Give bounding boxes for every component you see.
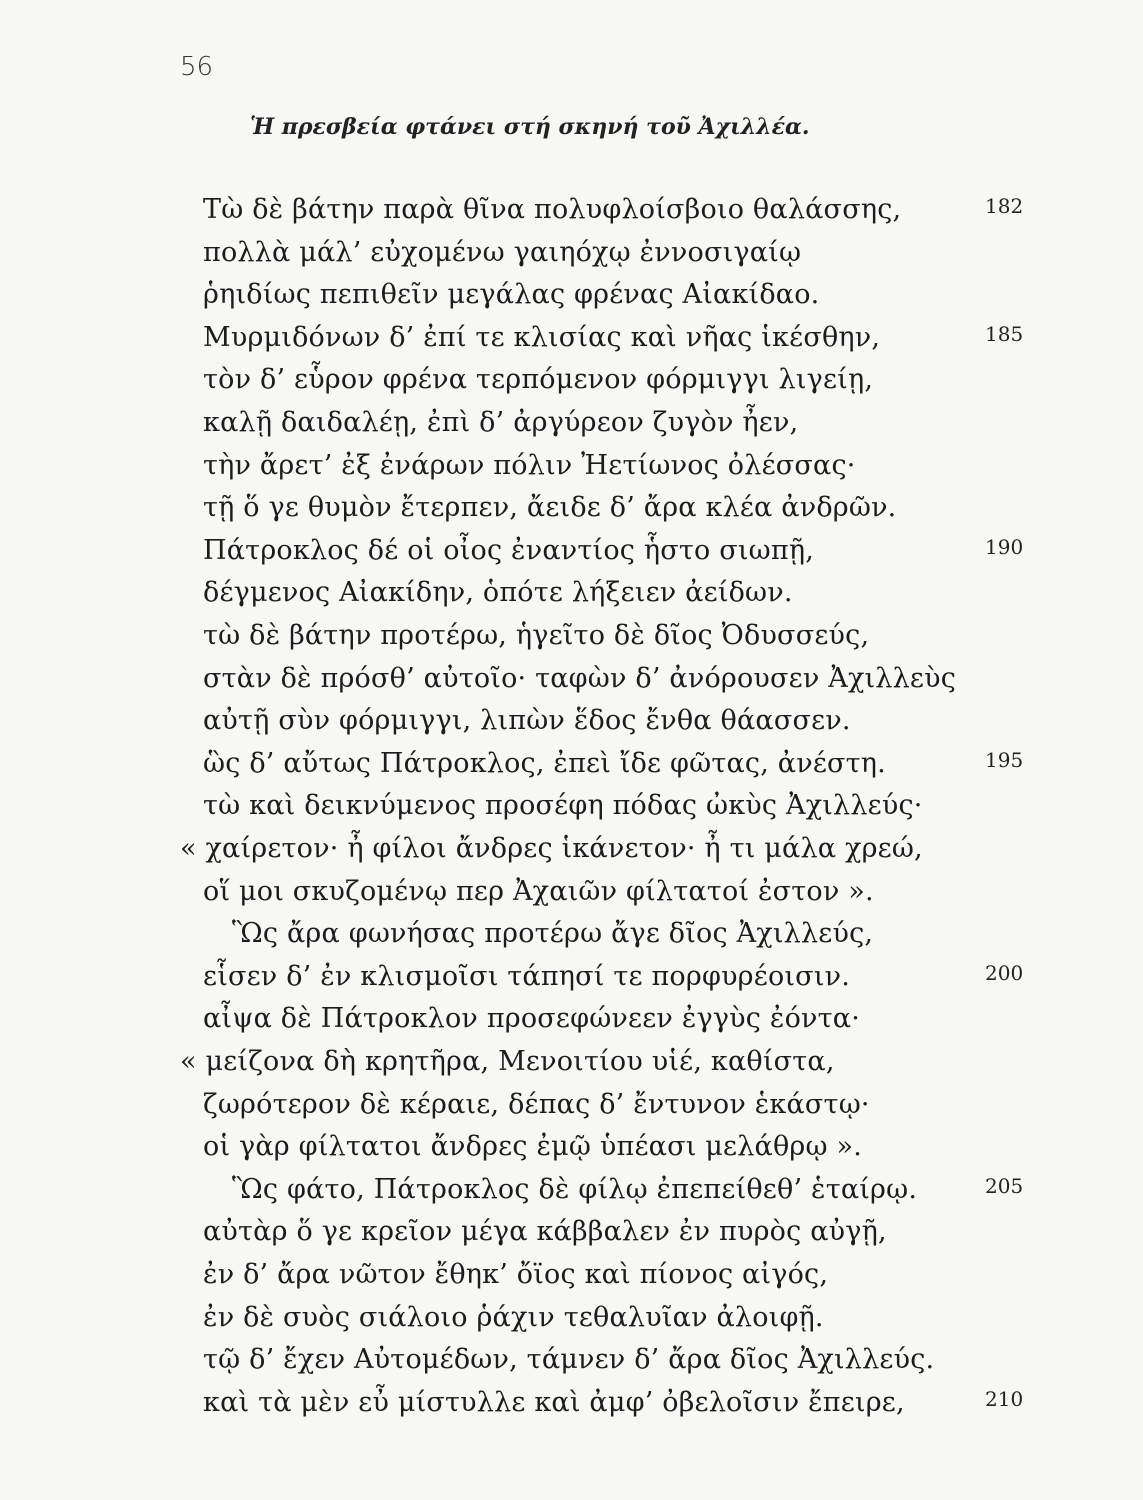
verse-text: τὼ δὲ βάτην προτέρω, ἡγεῖτο δὲ δῖος Ὀδυσσεύς, <box>203 620 870 651</box>
verse-text: Πάτροκλος δέ οἱ οἶος ἐναντίος ἧστο σιωπῇ, <box>203 534 814 566</box>
verse-text: καὶ τὰ μὲν εὖ μίστυλλε καὶ ἀμφ’ ὀβελοῖσιν ἔπειρε, <box>203 1386 905 1418</box>
verse-line <box>0 318 1143 362</box>
verse-text: αὐτὰρ ὅ γε κρεῖον μέγα κάββαλεν ἐν πυρὸς αὐγῇ, <box>203 1216 887 1248</box>
verse-line <box>0 701 1143 745</box>
verse-line <box>0 914 1143 958</box>
verse-line <box>0 446 1143 490</box>
verse-text: ῥηιδίως πεπιθεῖν μεγάλας φρένας Αἰακίδαο. <box>203 279 820 311</box>
section-heading: Ἡ πρεσβεία φτάνει στή σκηνή τοῦ Ἀχιλλέα. <box>250 114 810 140</box>
verse-line <box>0 488 1143 532</box>
verse-line <box>0 1170 1143 1214</box>
verse-text: « χαίρετον· ἦ φίλοι ἄνδρες ἱκάνετον· ἦ τι μάλα χρεώ, <box>180 833 923 864</box>
verse-text: αὐτῇ σὺν φόρμιγγι, λιπὼν ἕδος ἔνθα θάασσεν. <box>203 705 851 737</box>
line-number: 190 <box>985 534 1024 559</box>
verse-text: τὸν δ’ εὗρον φρένα τερπόμενον φόρμιγγι λιγείῃ, <box>203 364 874 396</box>
verse-line <box>0 957 1143 1001</box>
verse-text: αἶψα δὲ Πάτροκλον προσεφώνεεν ἐγγὺς ἐόντα· <box>203 1003 861 1035</box>
verse-line <box>0 872 1143 916</box>
line-number: 205 <box>985 1173 1024 1198</box>
verse-text: στὰν δὲ πρόσθ’ αὐτοῖο· ταφὼν δ’ ἀνόρουσεν Ἀχιλλεὺς <box>203 662 957 694</box>
verse-line <box>0 1340 1143 1384</box>
verse-line <box>0 1212 1143 1256</box>
verse-text: τὼ καὶ δεικνύμενος προσέφη πόδας ὠκὺς Ἀχιλλεύς· <box>203 790 923 822</box>
line-number: 200 <box>985 960 1024 985</box>
verse-line <box>0 403 1143 447</box>
verse-line <box>0 190 1143 234</box>
verse-text: δέγμενος Αἰακίδην, ὁπότε λήξειεν ἀείδων. <box>203 577 793 609</box>
verse-line <box>0 786 1143 830</box>
verse-text: ἐν δ’ ἄρα νῶτον ἔθηκ’ ὄϊος καὶ πίονος αἰγός, <box>203 1259 829 1290</box>
verse-text: « μείζονα δὴ κρητῆρα, Μενοιτίου υἱέ, καθίστα, <box>180 1046 835 1077</box>
verse-text: τῇ ὅ γε θυμὸν ἔτερπεν, ἄειδε δ’ ἄρα κλέα ἀνδρῶν. <box>203 492 897 524</box>
verse-text: οἱ γὰρ φίλτατοι ἄνδρες ἐμῷ ὑπέασι μελάθρῳ ». <box>203 1131 862 1163</box>
page-number: 56 <box>180 52 214 82</box>
verse-text: Μυρμιδόνων δ’ ἐπί τε κλισίας καὶ νῆας ἱκέσθην, <box>203 321 881 353</box>
verse-text: εἷσεν δ’ ἐν κλισμοῖσι τάπησί τε πορφυρέοισιν. <box>203 960 850 992</box>
verse-text: πολλὰ μάλ’ εὐχομένω γαιηόχῳ ἐννοσιγαίῳ <box>203 236 802 268</box>
line-number: 182 <box>985 194 1024 218</box>
verse-text: καλῇ δαιδαλέῃ, ἐπὶ δ’ ἀργύρεον ζυγὸν ἦεν, <box>203 407 799 438</box>
verse-line <box>0 1127 1143 1171</box>
verse-text: οἵ μοι σκυζομένῳ περ Ἀχαιῶν φίλτατοί ἐστον ». <box>203 875 874 907</box>
verse-line <box>0 1042 1143 1086</box>
verse-line <box>0 573 1143 617</box>
verse-line <box>0 1255 1143 1299</box>
verse-text: Ὣς φάτο, Πάτροκλος δὲ φίλῳ ἐπεπείθεθ’ ἑταίρῳ. <box>232 1173 918 1205</box>
verse-line <box>0 659 1143 703</box>
verse-line <box>0 1383 1143 1427</box>
verse-text: ζωρότερον δὲ κέραιε, δέπας δ’ ἔντυνον ἑκάστῳ· <box>203 1088 870 1120</box>
verse-text: ὣς δ’ αὔτως Πάτροκλος, ἐπεὶ ἴδε φῶτας, ἀνέστη. <box>203 747 886 779</box>
verse-line <box>0 999 1143 1043</box>
line-number: 185 <box>985 321 1024 346</box>
line-number: 210 <box>985 1386 1024 1411</box>
verse-line <box>0 233 1143 277</box>
verse-line <box>0 275 1143 319</box>
verse-text: τῷ δ’ ἔχεν Αὐτομέδων, τάμνεν δ’ ἄρα δῖος Ἀχιλλεύς. <box>203 1344 935 1376</box>
verse-line <box>0 744 1143 788</box>
line-number: 195 <box>985 747 1024 772</box>
verse-text: ἐν δὲ συὸς σιάλοιο ῥάχιν τεθαλυῖαν ἀλοιφῇ. <box>203 1301 824 1333</box>
verse-line <box>0 616 1143 660</box>
verse-text: τὴν ἄρετ’ ἐξ ἐνάρων πόλιν Ἠετίωνος ὀλέσσας· <box>203 449 856 481</box>
verse-line <box>0 360 1143 404</box>
verse-text: Τὼ δὲ βάτην παρὰ θῖνα πολυφλοίσβοιο θαλάσσης, <box>203 194 902 225</box>
verse-line <box>0 1298 1143 1342</box>
verse-line <box>0 531 1143 575</box>
verse-line <box>0 1085 1143 1129</box>
verse-line <box>0 829 1143 873</box>
verse-text: Ὣς ἄρα φωνήσας προτέρω ἄγε δῖος Ἀχιλλεύς, <box>232 918 874 950</box>
